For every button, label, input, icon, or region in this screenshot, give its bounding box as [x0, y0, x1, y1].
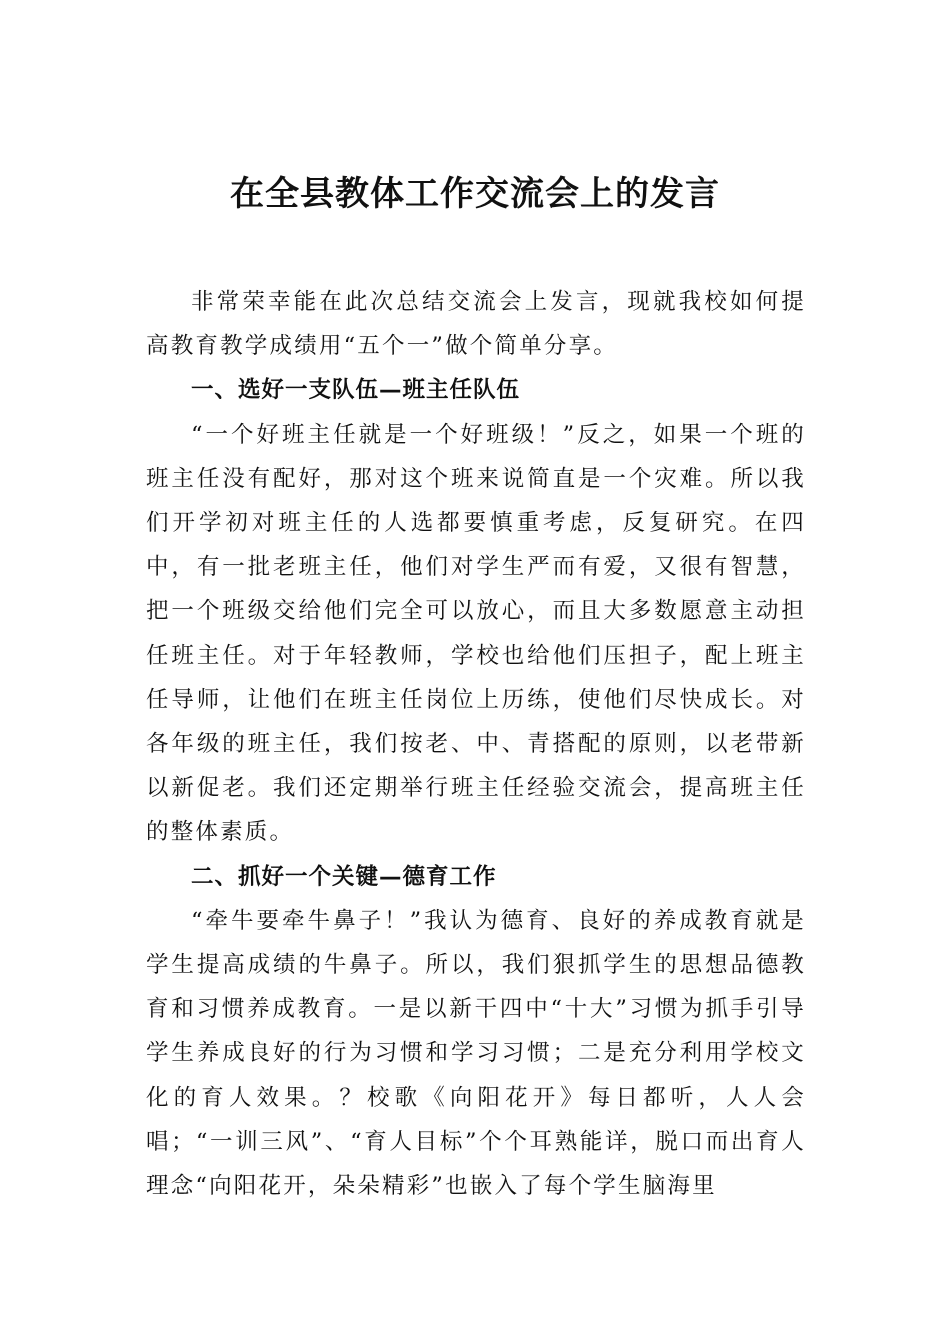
document-body — [146, 280, 806, 1208]
intro-paragraph: 非常荣幸能在此次总结交流会上发言，现就我校如何提高教育教学成绩用“五个一”做个简单分享。 — [146, 289, 806, 360]
document-title: 在全县教体工作交流会上的发言 — [230, 174, 720, 214]
section-2-paragraph: “牵牛要牵牛鼻子！”我认为德育、良好的养成教育就是学生提高成绩的牛鼻子。所以，我们狠抓学生的思想品德教育和习惯养成教育。一是以新干四中“十大”习惯为抓手引导学生养成良好的行为习惯和学习习惯；二是充分利用学校文化的育人效果。？校歌《向阳花开》每日都听，人人会唱；“一训三风”、“育人目标”个个耳熟能详，脱口而出育人理念“向阳花开，朵朵精彩”也嵌入了每个学生脑海里 — [146, 907, 806, 1200]
section-heading-1: 一、选好一支队伍—班主任队伍 — [191, 377, 521, 404]
section-heading-2: 二、抓好一个关键—德育工作 — [191, 863, 497, 890]
section-1-paragraph: “一个好班主任就是一个好班级！”反之，如果一个班的班主任没有配好，那对这个班来说简直是一个灾难。所以我们开学初对班主任的人选都要慎重考虑，反复研究。在四中，有一批老班主任，他们对学生严而有爱，又很有智慧，把一个班级交给他们完全可以放心，而且大多数愿意主动担任班主任。对于年轻教师，学校也给他们压担子，配上班主任导师，让他们在班主任岗位上历练，使他们尽快成长。对各年级的班主任，我们按老、中、青搭配的原则，以老带新以新促老。我们还定期举行班主任经验交流会，提高班主任的整体素质。 — [146, 421, 806, 846]
